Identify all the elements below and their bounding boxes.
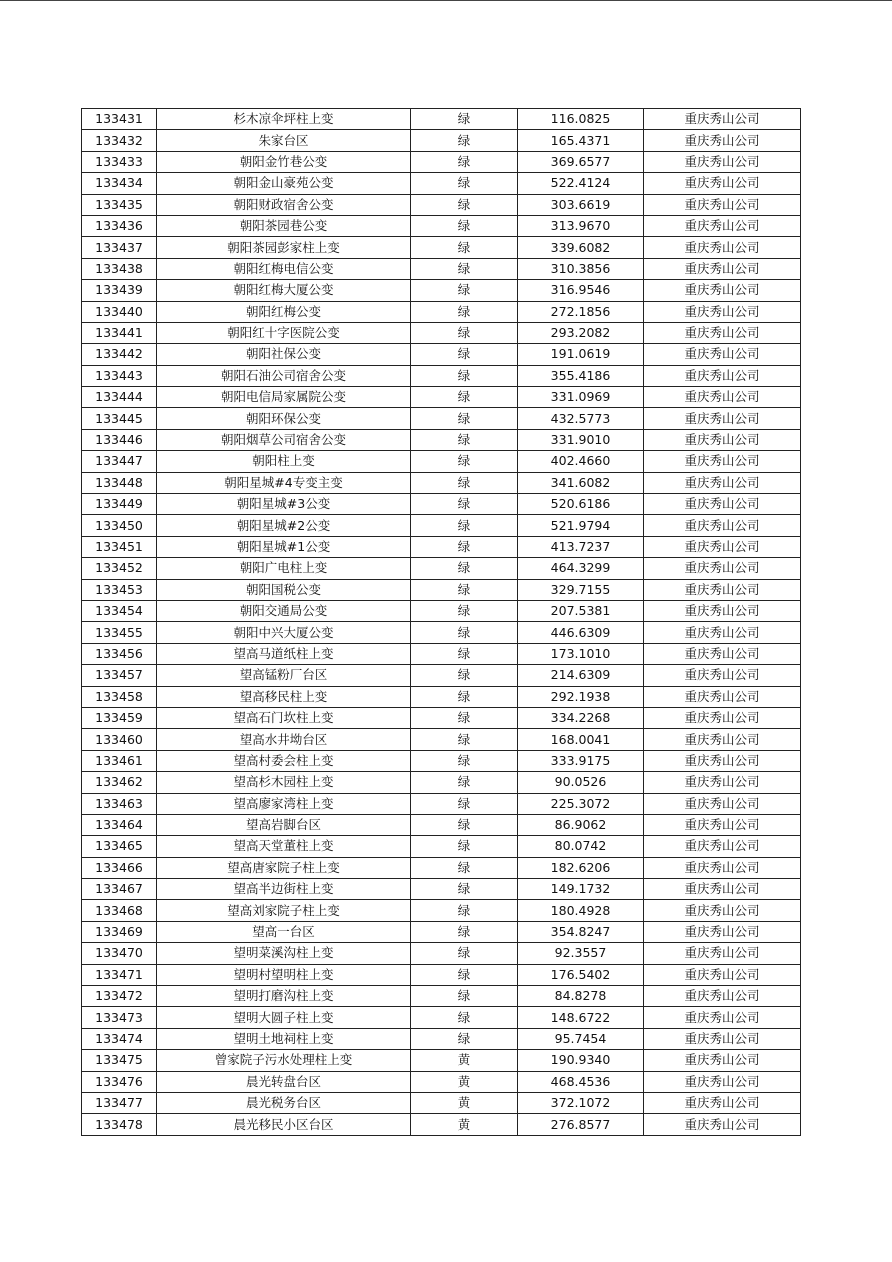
cell-company: 重庆秀山公司 bbox=[644, 558, 801, 579]
cell-value: 468.4536 bbox=[518, 1071, 644, 1092]
table-row bbox=[82, 194, 801, 215]
table-row bbox=[82, 387, 801, 408]
cell-value: 116.0825 bbox=[518, 109, 644, 130]
cell-station-name: 朝阳石油公司宿舍公变 bbox=[157, 365, 411, 386]
cell-id: 133472 bbox=[82, 986, 157, 1007]
cell-station-name: 望高水井坳台区 bbox=[157, 729, 411, 750]
cell-color-level: 绿 bbox=[411, 600, 518, 621]
cell-id: 133467 bbox=[82, 879, 157, 900]
cell-id: 133475 bbox=[82, 1050, 157, 1071]
cell-station-name: 望高锰粉厂台区 bbox=[157, 665, 411, 686]
cell-id: 133450 bbox=[82, 515, 157, 536]
cell-color-level: 绿 bbox=[411, 515, 518, 536]
table-row bbox=[82, 558, 801, 579]
table-row bbox=[82, 1071, 801, 1092]
cell-company: 重庆秀山公司 bbox=[644, 686, 801, 707]
cell-value: 276.8577 bbox=[518, 1114, 644, 1135]
cell-color-level: 绿 bbox=[411, 387, 518, 408]
cell-id: 133446 bbox=[82, 429, 157, 450]
cell-company: 重庆秀山公司 bbox=[644, 237, 801, 258]
cell-id: 133471 bbox=[82, 964, 157, 985]
cell-company: 重庆秀山公司 bbox=[644, 472, 801, 493]
table-row bbox=[82, 429, 801, 450]
cell-value: 86.9062 bbox=[518, 814, 644, 835]
cell-id: 133451 bbox=[82, 536, 157, 557]
cell-company: 重庆秀山公司 bbox=[644, 750, 801, 771]
cell-color-level: 绿 bbox=[411, 921, 518, 942]
cell-company: 重庆秀山公司 bbox=[644, 536, 801, 557]
cell-company: 重庆秀山公司 bbox=[644, 600, 801, 621]
cell-id: 133456 bbox=[82, 643, 157, 664]
cell-company: 重庆秀山公司 bbox=[644, 943, 801, 964]
cell-value: 148.6722 bbox=[518, 1007, 644, 1028]
cell-value: 190.9340 bbox=[518, 1050, 644, 1071]
cell-id: 133434 bbox=[82, 173, 157, 194]
cell-value: 92.3557 bbox=[518, 943, 644, 964]
cell-value: 310.3856 bbox=[518, 258, 644, 279]
cell-value: 522.4124 bbox=[518, 173, 644, 194]
cell-color-level: 绿 bbox=[411, 793, 518, 814]
cell-value: 413.7237 bbox=[518, 536, 644, 557]
cell-station-name: 朝阳茶园彭家柱上变 bbox=[157, 237, 411, 258]
cell-company: 重庆秀山公司 bbox=[644, 900, 801, 921]
cell-value: 329.7155 bbox=[518, 579, 644, 600]
cell-company: 重庆秀山公司 bbox=[644, 665, 801, 686]
cell-station-name: 朝阳金山豪苑公变 bbox=[157, 173, 411, 194]
table-row bbox=[82, 408, 801, 429]
cell-color-level: 绿 bbox=[411, 173, 518, 194]
cell-company: 重庆秀山公司 bbox=[644, 173, 801, 194]
cell-station-name: 朝阳交通局公变 bbox=[157, 600, 411, 621]
cell-color-level: 绿 bbox=[411, 964, 518, 985]
cell-company: 重庆秀山公司 bbox=[644, 729, 801, 750]
cell-station-name: 望高杉木园柱上变 bbox=[157, 772, 411, 793]
cell-company: 重庆秀山公司 bbox=[644, 387, 801, 408]
table-row bbox=[82, 344, 801, 365]
cell-id: 133441 bbox=[82, 322, 157, 343]
cell-id: 133431 bbox=[82, 109, 157, 130]
cell-color-level: 绿 bbox=[411, 365, 518, 386]
cell-id: 133445 bbox=[82, 408, 157, 429]
cell-value: 303.6619 bbox=[518, 194, 644, 215]
cell-color-level: 绿 bbox=[411, 986, 518, 1007]
table-row bbox=[82, 857, 801, 878]
cell-color-level: 绿 bbox=[411, 1007, 518, 1028]
cell-station-name: 朝阳广电柱上变 bbox=[157, 558, 411, 579]
cell-station-name: 朝阳中兴大厦公变 bbox=[157, 622, 411, 643]
cell-id: 133433 bbox=[82, 151, 157, 172]
cell-color-level: 绿 bbox=[411, 151, 518, 172]
table-row bbox=[82, 151, 801, 172]
cell-station-name: 朝阳红梅电信公变 bbox=[157, 258, 411, 279]
cell-company: 重庆秀山公司 bbox=[644, 215, 801, 236]
cell-color-level: 黄 bbox=[411, 1050, 518, 1071]
cell-id: 133455 bbox=[82, 622, 157, 643]
cell-id: 133436 bbox=[82, 215, 157, 236]
cell-station-name: 望明村望明柱上变 bbox=[157, 964, 411, 985]
cell-value: 432.5773 bbox=[518, 408, 644, 429]
cell-company: 重庆秀山公司 bbox=[644, 857, 801, 878]
data-table bbox=[81, 108, 801, 1136]
cell-color-level: 绿 bbox=[411, 943, 518, 964]
cell-company: 重庆秀山公司 bbox=[644, 964, 801, 985]
cell-value: 165.4371 bbox=[518, 130, 644, 151]
cell-id: 133461 bbox=[82, 750, 157, 771]
cell-company: 重庆秀山公司 bbox=[644, 109, 801, 130]
cell-value: 331.9010 bbox=[518, 429, 644, 450]
cell-color-level: 黄 bbox=[411, 1071, 518, 1092]
cell-value: 90.0526 bbox=[518, 772, 644, 793]
cell-station-name: 望明打磨沟柱上变 bbox=[157, 986, 411, 1007]
table-row bbox=[82, 622, 801, 643]
table-row bbox=[82, 109, 801, 130]
cell-color-level: 绿 bbox=[411, 301, 518, 322]
cell-id: 133438 bbox=[82, 258, 157, 279]
cell-company: 重庆秀山公司 bbox=[644, 1007, 801, 1028]
cell-station-name: 望高移民柱上变 bbox=[157, 686, 411, 707]
table-row bbox=[82, 130, 801, 151]
cell-color-level: 绿 bbox=[411, 194, 518, 215]
cell-company: 重庆秀山公司 bbox=[644, 622, 801, 643]
cell-company: 重庆秀山公司 bbox=[644, 344, 801, 365]
table-row bbox=[82, 1028, 801, 1049]
cell-color-level: 绿 bbox=[411, 322, 518, 343]
table-row bbox=[82, 921, 801, 942]
cell-id: 133477 bbox=[82, 1092, 157, 1113]
cell-color-level: 绿 bbox=[411, 280, 518, 301]
cell-color-level: 绿 bbox=[411, 729, 518, 750]
cell-company: 重庆秀山公司 bbox=[644, 429, 801, 450]
cell-id: 133469 bbox=[82, 921, 157, 942]
cell-id: 133457 bbox=[82, 665, 157, 686]
table-row bbox=[82, 472, 801, 493]
cell-station-name: 朱家台区 bbox=[157, 130, 411, 151]
table-row bbox=[82, 943, 801, 964]
cell-color-level: 绿 bbox=[411, 643, 518, 664]
cell-id: 133447 bbox=[82, 451, 157, 472]
cell-value: 182.6206 bbox=[518, 857, 644, 878]
cell-id: 133432 bbox=[82, 130, 157, 151]
cell-id: 133454 bbox=[82, 600, 157, 621]
cell-company: 重庆秀山公司 bbox=[644, 707, 801, 728]
cell-station-name: 朝阳星城#3公变 bbox=[157, 494, 411, 515]
cell-color-level: 绿 bbox=[411, 558, 518, 579]
cell-id: 133435 bbox=[82, 194, 157, 215]
table-row bbox=[82, 215, 801, 236]
cell-station-name: 朝阳社保公变 bbox=[157, 344, 411, 365]
cell-color-level: 绿 bbox=[411, 215, 518, 236]
cell-id: 133473 bbox=[82, 1007, 157, 1028]
cell-id: 133453 bbox=[82, 579, 157, 600]
cell-station-name: 望高马道纸柱上变 bbox=[157, 643, 411, 664]
cell-station-name: 朝阳国税公变 bbox=[157, 579, 411, 600]
cell-id: 133465 bbox=[82, 836, 157, 857]
cell-value: 180.4928 bbox=[518, 900, 644, 921]
table-row bbox=[82, 986, 801, 1007]
cell-id: 133468 bbox=[82, 900, 157, 921]
cell-station-name: 望高石门坎柱上变 bbox=[157, 707, 411, 728]
cell-id: 133459 bbox=[82, 707, 157, 728]
cell-color-level: 绿 bbox=[411, 707, 518, 728]
table-row bbox=[82, 772, 801, 793]
cell-value: 369.6577 bbox=[518, 151, 644, 172]
cell-color-level: 绿 bbox=[411, 622, 518, 643]
table-row bbox=[82, 301, 801, 322]
table-row bbox=[82, 258, 801, 279]
cell-value: 334.2268 bbox=[518, 707, 644, 728]
cell-value: 176.5402 bbox=[518, 964, 644, 985]
cell-company: 重庆秀山公司 bbox=[644, 1114, 801, 1135]
cell-company: 重庆秀山公司 bbox=[644, 130, 801, 151]
cell-value: 292.1938 bbox=[518, 686, 644, 707]
cell-company: 重庆秀山公司 bbox=[644, 772, 801, 793]
cell-station-name: 杉木凉伞坪柱上变 bbox=[157, 109, 411, 130]
cell-station-name: 朝阳柱上变 bbox=[157, 451, 411, 472]
cell-station-name: 曾家院子污水处理柱上变 bbox=[157, 1050, 411, 1071]
cell-value: 341.6082 bbox=[518, 472, 644, 493]
cell-company: 重庆秀山公司 bbox=[644, 879, 801, 900]
cell-company: 重庆秀山公司 bbox=[644, 322, 801, 343]
cell-color-level: 绿 bbox=[411, 429, 518, 450]
cell-id: 133478 bbox=[82, 1114, 157, 1135]
cell-value: 272.1856 bbox=[518, 301, 644, 322]
cell-value: 191.0619 bbox=[518, 344, 644, 365]
table-row bbox=[82, 1092, 801, 1113]
cell-station-name: 望高刘家院子柱上变 bbox=[157, 900, 411, 921]
cell-value: 207.5381 bbox=[518, 600, 644, 621]
cell-color-level: 绿 bbox=[411, 536, 518, 557]
cell-color-level: 绿 bbox=[411, 451, 518, 472]
cell-station-name: 朝阳红梅公变 bbox=[157, 301, 411, 322]
cell-color-level: 绿 bbox=[411, 665, 518, 686]
cell-station-name: 朝阳星城#4专变主变 bbox=[157, 472, 411, 493]
cell-color-level: 绿 bbox=[411, 1028, 518, 1049]
table-row bbox=[82, 600, 801, 621]
cell-id: 133476 bbox=[82, 1071, 157, 1092]
cell-id: 133464 bbox=[82, 814, 157, 835]
table-row bbox=[82, 707, 801, 728]
cell-color-level: 黄 bbox=[411, 1114, 518, 1135]
table-row bbox=[82, 750, 801, 771]
cell-color-level: 绿 bbox=[411, 857, 518, 878]
cell-station-name: 朝阳烟草公司宿舍公变 bbox=[157, 429, 411, 450]
cell-company: 重庆秀山公司 bbox=[644, 194, 801, 215]
cell-station-name: 朝阳电信局家属院公变 bbox=[157, 387, 411, 408]
table-row bbox=[82, 836, 801, 857]
cell-station-name: 朝阳星城#2公变 bbox=[157, 515, 411, 536]
table-row bbox=[82, 494, 801, 515]
cell-value: 95.7454 bbox=[518, 1028, 644, 1049]
cell-station-name: 望明菜溪沟柱上变 bbox=[157, 943, 411, 964]
cell-value: 168.0041 bbox=[518, 729, 644, 750]
table-row bbox=[82, 579, 801, 600]
cell-value: 331.0969 bbox=[518, 387, 644, 408]
cell-value: 225.3072 bbox=[518, 793, 644, 814]
cell-value: 446.6309 bbox=[518, 622, 644, 643]
cell-id: 133466 bbox=[82, 857, 157, 878]
cell-id: 133474 bbox=[82, 1028, 157, 1049]
cell-value: 402.4660 bbox=[518, 451, 644, 472]
table-row bbox=[82, 280, 801, 301]
cell-company: 重庆秀山公司 bbox=[644, 258, 801, 279]
cell-id: 133458 bbox=[82, 686, 157, 707]
cell-id: 133444 bbox=[82, 387, 157, 408]
table-row bbox=[82, 729, 801, 750]
cell-color-level: 绿 bbox=[411, 237, 518, 258]
table-row bbox=[82, 1007, 801, 1028]
cell-value: 464.3299 bbox=[518, 558, 644, 579]
cell-color-level: 绿 bbox=[411, 686, 518, 707]
cell-company: 重庆秀山公司 bbox=[644, 814, 801, 835]
cell-id: 133470 bbox=[82, 943, 157, 964]
cell-id: 133463 bbox=[82, 793, 157, 814]
cell-company: 重庆秀山公司 bbox=[644, 365, 801, 386]
cell-company: 重庆秀山公司 bbox=[644, 1071, 801, 1092]
cell-station-name: 望高天堂董柱上变 bbox=[157, 836, 411, 857]
cell-color-level: 绿 bbox=[411, 879, 518, 900]
cell-company: 重庆秀山公司 bbox=[644, 579, 801, 600]
cell-value: 339.6082 bbox=[518, 237, 644, 258]
cell-value: 521.9794 bbox=[518, 515, 644, 536]
table-row bbox=[82, 814, 801, 835]
cell-id: 133449 bbox=[82, 494, 157, 515]
table-row bbox=[82, 1114, 801, 1135]
cell-id: 133443 bbox=[82, 365, 157, 386]
cell-station-name: 晨光转盘台区 bbox=[157, 1071, 411, 1092]
table-row bbox=[82, 643, 801, 664]
cell-company: 重庆秀山公司 bbox=[644, 643, 801, 664]
cell-id: 133439 bbox=[82, 280, 157, 301]
cell-company: 重庆秀山公司 bbox=[644, 793, 801, 814]
cell-station-name: 朝阳红梅大厦公变 bbox=[157, 280, 411, 301]
cell-color-level: 绿 bbox=[411, 772, 518, 793]
cell-company: 重庆秀山公司 bbox=[644, 921, 801, 942]
cell-value: 149.1732 bbox=[518, 879, 644, 900]
cell-color-level: 绿 bbox=[411, 494, 518, 515]
cell-company: 重庆秀山公司 bbox=[644, 1050, 801, 1071]
table-row bbox=[82, 536, 801, 557]
page-top-border bbox=[0, 0, 892, 1]
cell-station-name: 望高岩脚台区 bbox=[157, 814, 411, 835]
cell-value: 80.0742 bbox=[518, 836, 644, 857]
cell-station-name: 朝阳红十字医院公变 bbox=[157, 322, 411, 343]
cell-company: 重庆秀山公司 bbox=[644, 151, 801, 172]
cell-station-name: 朝阳星城#1公变 bbox=[157, 536, 411, 557]
table-row bbox=[82, 451, 801, 472]
table-body bbox=[82, 109, 801, 1136]
cell-station-name: 晨光税务台区 bbox=[157, 1092, 411, 1113]
cell-value: 84.8278 bbox=[518, 986, 644, 1007]
cell-station-name: 朝阳环保公变 bbox=[157, 408, 411, 429]
table-row bbox=[82, 1050, 801, 1071]
cell-company: 重庆秀山公司 bbox=[644, 986, 801, 1007]
cell-value: 316.9546 bbox=[518, 280, 644, 301]
cell-company: 重庆秀山公司 bbox=[644, 515, 801, 536]
cell-id: 133442 bbox=[82, 344, 157, 365]
table-row bbox=[82, 900, 801, 921]
cell-color-level: 黄 bbox=[411, 1092, 518, 1113]
table-row bbox=[82, 322, 801, 343]
table-row bbox=[82, 237, 801, 258]
cell-value: 355.4186 bbox=[518, 365, 644, 386]
cell-station-name: 望高廖家湾柱上变 bbox=[157, 793, 411, 814]
cell-id: 133440 bbox=[82, 301, 157, 322]
cell-company: 重庆秀山公司 bbox=[644, 280, 801, 301]
table-row bbox=[82, 665, 801, 686]
cell-station-name: 望高半边街柱上变 bbox=[157, 879, 411, 900]
table-row bbox=[82, 686, 801, 707]
cell-id: 133448 bbox=[82, 472, 157, 493]
cell-value: 293.2082 bbox=[518, 322, 644, 343]
table-row bbox=[82, 365, 801, 386]
cell-station-name: 望明土地祠柱上变 bbox=[157, 1028, 411, 1049]
cell-company: 重庆秀山公司 bbox=[644, 1092, 801, 1113]
cell-color-level: 绿 bbox=[411, 130, 518, 151]
cell-color-level: 绿 bbox=[411, 258, 518, 279]
cell-station-name: 朝阳茶园巷公变 bbox=[157, 215, 411, 236]
cell-company: 重庆秀山公司 bbox=[644, 408, 801, 429]
cell-value: 214.6309 bbox=[518, 665, 644, 686]
cell-color-level: 绿 bbox=[411, 344, 518, 365]
cell-company: 重庆秀山公司 bbox=[644, 494, 801, 515]
cell-color-level: 绿 bbox=[411, 900, 518, 921]
cell-color-level: 绿 bbox=[411, 408, 518, 429]
cell-station-name: 望高唐家院子柱上变 bbox=[157, 857, 411, 878]
cell-value: 173.1010 bbox=[518, 643, 644, 664]
cell-color-level: 绿 bbox=[411, 814, 518, 835]
cell-station-name: 晨光移民小区台区 bbox=[157, 1114, 411, 1135]
cell-color-level: 绿 bbox=[411, 750, 518, 771]
cell-id: 133437 bbox=[82, 237, 157, 258]
cell-id: 133460 bbox=[82, 729, 157, 750]
cell-id: 133452 bbox=[82, 558, 157, 579]
cell-value: 520.6186 bbox=[518, 494, 644, 515]
cell-company: 重庆秀山公司 bbox=[644, 836, 801, 857]
cell-value: 372.1072 bbox=[518, 1092, 644, 1113]
cell-company: 重庆秀山公司 bbox=[644, 1028, 801, 1049]
cell-value: 354.8247 bbox=[518, 921, 644, 942]
cell-station-name: 望明大圆子柱上变 bbox=[157, 1007, 411, 1028]
cell-station-name: 望高一台区 bbox=[157, 921, 411, 942]
cell-station-name: 朝阳金竹巷公变 bbox=[157, 151, 411, 172]
cell-color-level: 绿 bbox=[411, 836, 518, 857]
cell-id: 133462 bbox=[82, 772, 157, 793]
cell-color-level: 绿 bbox=[411, 472, 518, 493]
cell-station-name: 朝阳财政宿舍公变 bbox=[157, 194, 411, 215]
table-row bbox=[82, 793, 801, 814]
cell-company: 重庆秀山公司 bbox=[644, 301, 801, 322]
table-row bbox=[82, 879, 801, 900]
table-row bbox=[82, 964, 801, 985]
cell-value: 313.9670 bbox=[518, 215, 644, 236]
cell-station-name: 望高村委会柱上变 bbox=[157, 750, 411, 771]
table-row bbox=[82, 515, 801, 536]
cell-color-level: 绿 bbox=[411, 579, 518, 600]
cell-color-level: 绿 bbox=[411, 109, 518, 130]
cell-value: 333.9175 bbox=[518, 750, 644, 771]
table-row bbox=[82, 173, 801, 194]
cell-company: 重庆秀山公司 bbox=[644, 451, 801, 472]
